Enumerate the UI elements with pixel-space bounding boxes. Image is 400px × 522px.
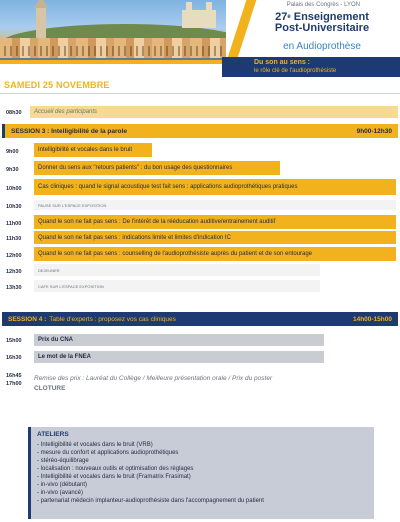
time-welcome: 08h30 [6,110,22,116]
program-item: Quand le son ne fait pas sens : indications limite et limites d'indication IC [34,231,396,244]
awards-text: Remise des prix : Lauréat du Collège / Meilleure présentation orale / Prix du poster [34,375,273,382]
workshop-item: - partenariat médecin implanteur-audioprothésiste dans l'accompagnement du patient [37,498,264,504]
workshop-item: - in-vivo (avancé) [37,490,84,496]
time-item: 9h30 [6,167,19,173]
closing-text: CLOTURE [34,385,66,392]
workshop-item: - Intelligibilité et vocales dans le bruit (Framatrix Frasimat) [37,474,191,480]
event-title: 27e Enseignement Post-Universitaire [274,11,370,34]
workshop-item: - stéréo-équilibrage [37,458,89,464]
program-item: Quand le son ne fait pas sens : De l'intérêt de la rééducation auditive/entrainement auditif [34,215,396,229]
header [0,0,400,76]
fnea-row: Le mot de la FNEA [34,351,324,363]
program-item: Cas cliniques : quand le signal acoustique test fait sens : applications audioprothétiques pratiques [34,179,396,195]
workshops-title: ATELIERS [37,431,69,438]
program-item: Intelligibilité et vocales dans le bruit [34,143,152,157]
time-item: 10h00 [6,186,22,192]
program-item: Quand le son ne fait pas sens : counselling de l'audioprothésiste auprès du patient et de son entourage [34,247,396,261]
divider [0,93,400,94]
workshop-item: - localisation : nouveaux outils et optimisation des réglages [37,466,194,472]
tagline: Du son au sens : le rôle clé de l'audioprothésiste [222,57,400,77]
program-item: Donner du sens aux "retours patients" : du bon usage des questionnaires [34,161,280,175]
time-item: 16h45 [6,373,22,379]
time-item: 11h30 [6,236,22,242]
prize-cna-row: Prix du CNA [34,334,324,346]
lyon-cityscape-photo [0,0,250,62]
workshop-item: - in-vivo (débutant) [37,482,88,488]
lunch-row: DEJEUNER [34,264,320,276]
session-4-header: SESSION 4 : Table d'experts : proposez vos cas cliniques 14h00-15h00 [2,312,398,326]
time-item: 9h00 [6,149,19,155]
welcome-row: Accueil des participants [30,106,398,118]
time-item: 16h30 [6,355,22,361]
time-item: 17h00 [6,381,22,387]
venue: Palais des Congrès - LYON [286,2,360,8]
workshop-item: - Intelligibilité et vocales dans le bruit (VRB) [37,442,153,448]
workshop-item: - mesure du confort et applications audioprothétiques [37,450,179,456]
coffee-row: CAFE SUR L'ESPACE EXPOSITION [34,280,320,292]
header-gold-band [0,60,250,64]
time-item: 12h30 [6,269,22,275]
event-subtitle: en Audioprothèse [283,41,361,52]
workshops-box [28,427,374,519]
time-item: 11h00 [6,221,22,227]
time-item: 12h00 [6,253,22,259]
session-3-header: SESSION 3 : Intelligibilité de la parole 9h00-12h30 [2,124,398,138]
time-item: 15h00 [6,338,22,344]
time-item: 13h30 [6,285,22,291]
break-row: PAUSE SUR L'ESPACE EXPOSITION [34,200,396,210]
time-item: 10h30 [6,204,22,210]
day-heading: SAMEDI 25 NOVEMBRE [4,80,110,90]
